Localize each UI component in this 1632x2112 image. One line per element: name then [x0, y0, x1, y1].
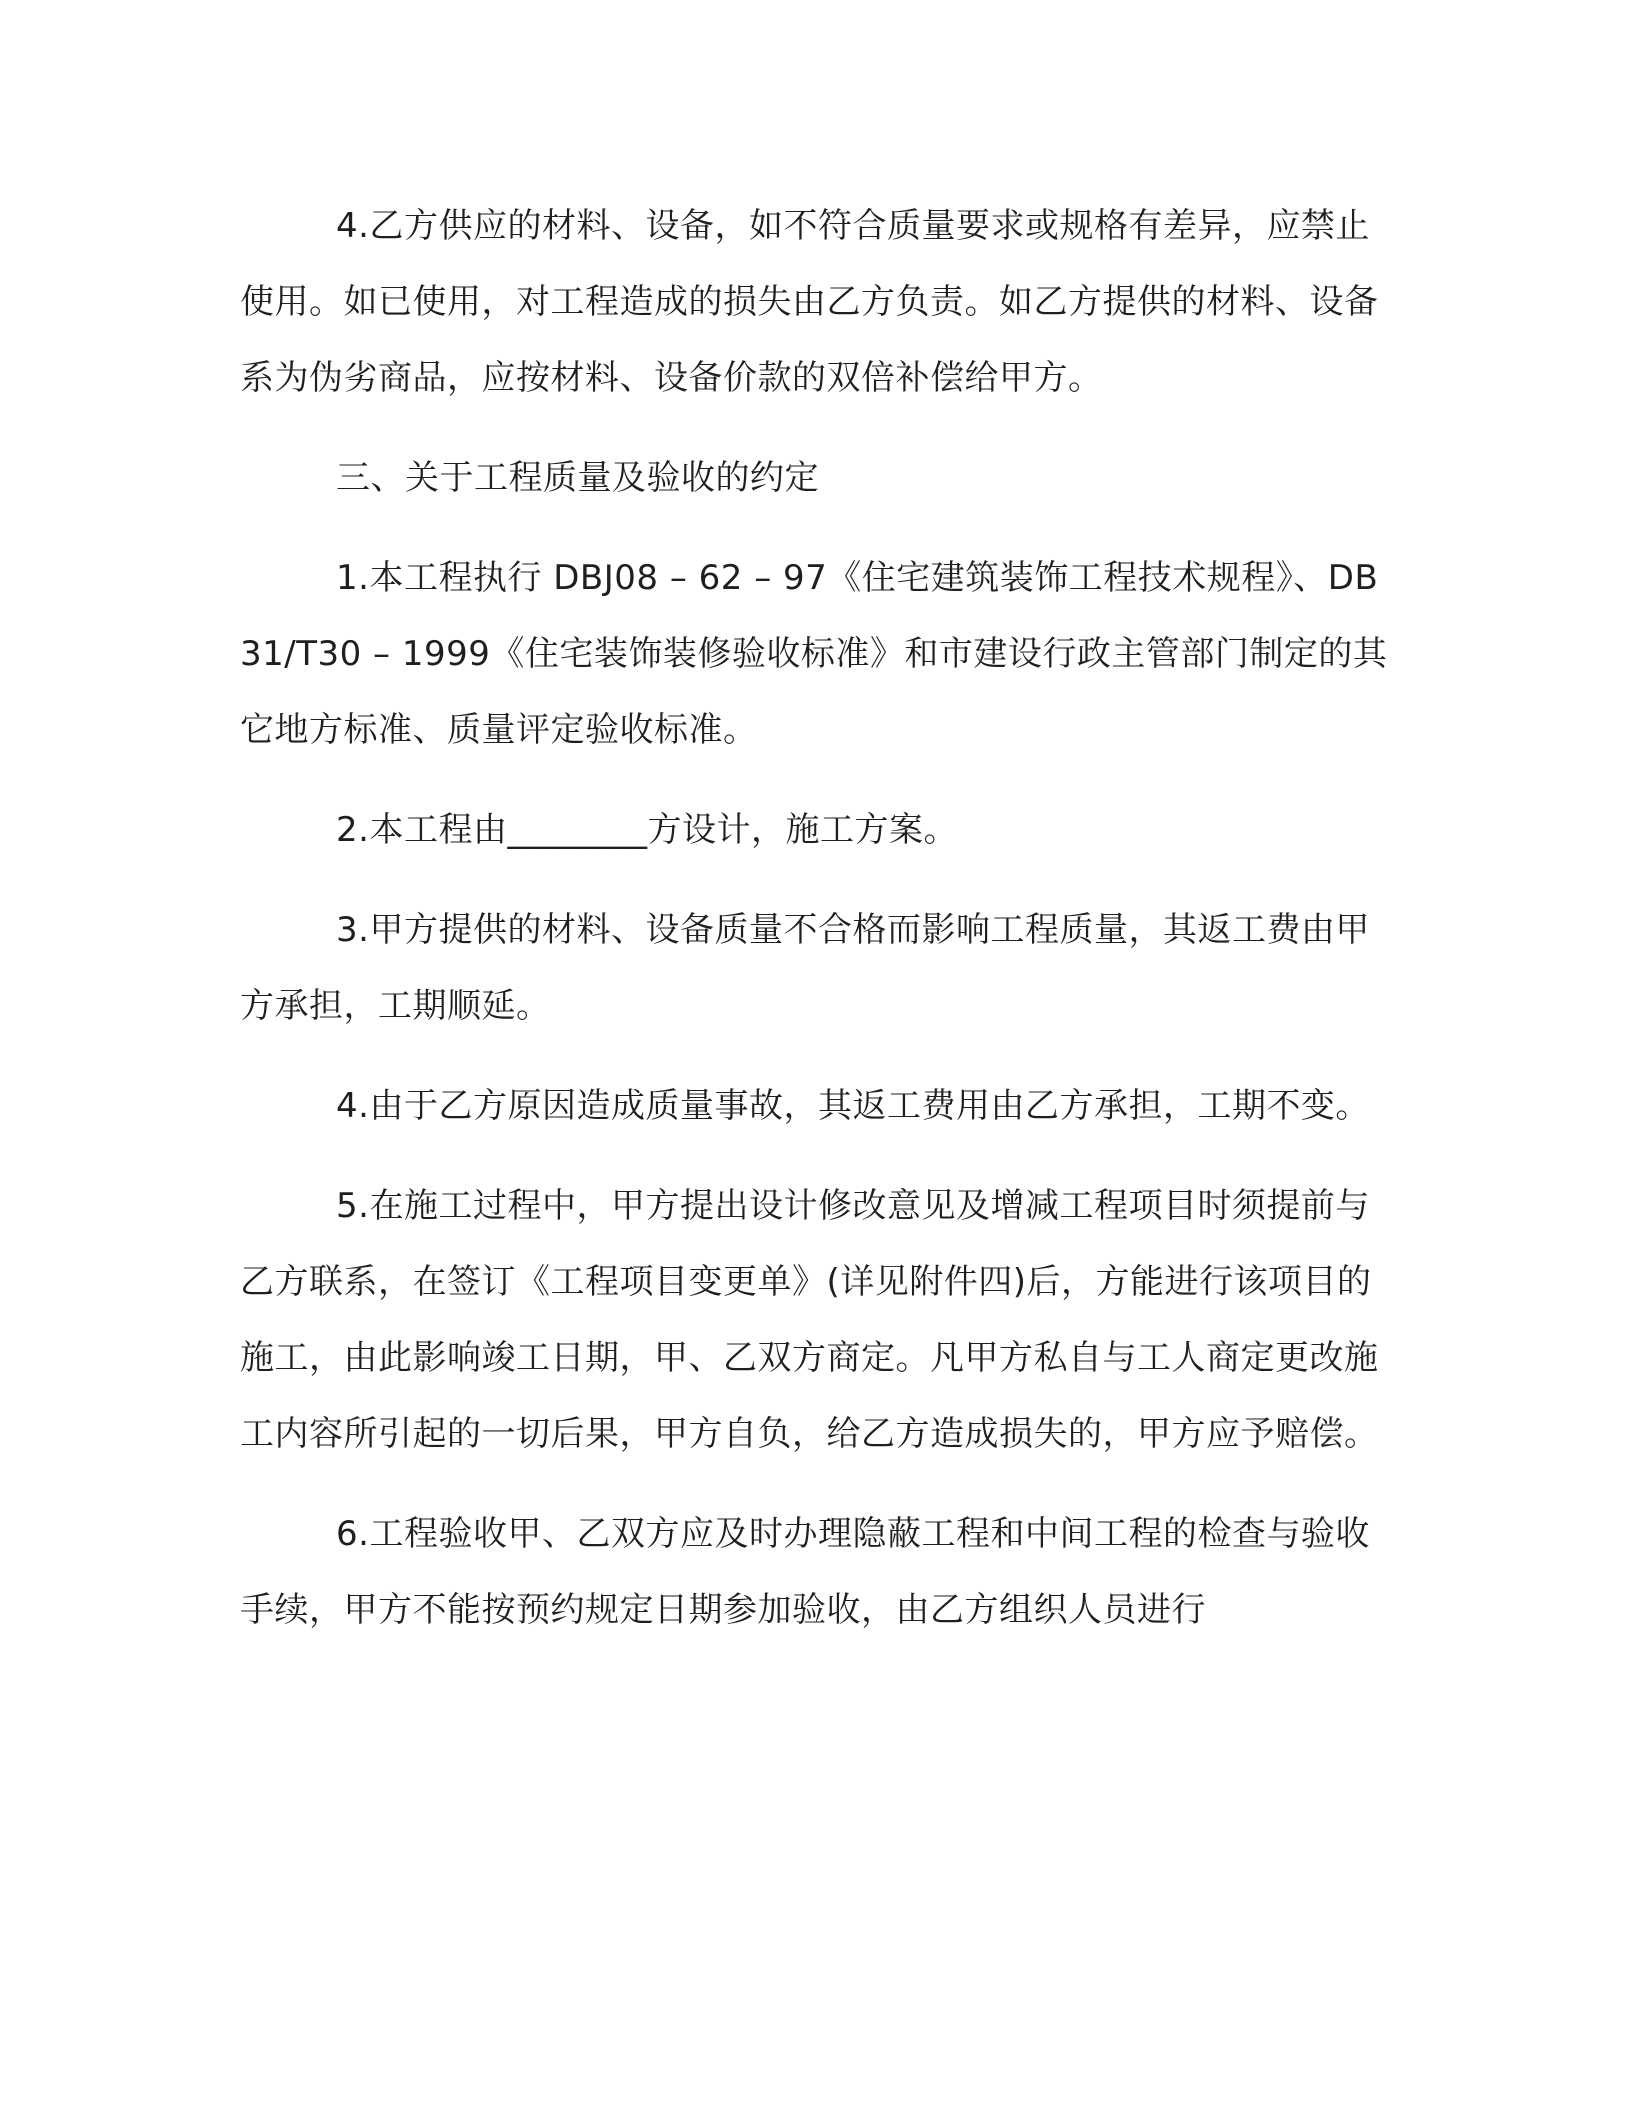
paragraph-party-a-materials: 3.甲方提供的材料、设备质量不合格而影响工程质量，其返工费由甲方承担，工期顺延。	[240, 910, 1370, 1026]
document-body	[240, 188, 1390, 1648]
paragraph-standards: 1.本工程执行 DBJ08 – 62 – 97《住宅建筑装饰工程技术规程》、DB31/T30 – 1999《住宅装饰装修验收标准》和市建设行政主管部门制定的其它地方标准、质量评定验收标准。	[240, 558, 1388, 750]
paragraph-inspection-acceptance: 6.工程验收甲、乙双方应及时办理隐蔽工程和中间工程的检查与验收手续，甲方不能按预约规定日期参加验收，由乙方组织人员进行	[240, 1514, 1370, 1630]
paragraph-design-party: 2.本工程由________方设计，施工方案。	[336, 810, 958, 850]
paragraph-design-changes: 5.在施工过程中，甲方提出设计修改意见及增减工程项目时须提前与乙方联系，在签订《工程项目变更单》(详见附件四)后，方能进行该项目的施工，由此影响竣工日期，甲、乙双方商定。凡甲方私自与工人商定更改施工内容所引起的一切后果，甲方自负，给乙方造成损失的，甲方应予赔偿。	[240, 1186, 1379, 1454]
paragraph-party-b-accident: 4.由于乙方原因造成质量事故，其返工费用由乙方承担，工期不变。	[336, 1086, 1370, 1126]
section-heading-quality-acceptance: 三、关于工程质量及验收的约定	[336, 458, 819, 498]
paragraph-material-quality: 4.乙方供应的材料、设备，如不符合质量要求或规格有差异，应禁止使用。如已使用，对工程造成的损失由乙方负责。如乙方提供的材料、设备系为伪劣商品，应按材料、设备价款的双倍补偿给甲方。	[240, 206, 1379, 398]
